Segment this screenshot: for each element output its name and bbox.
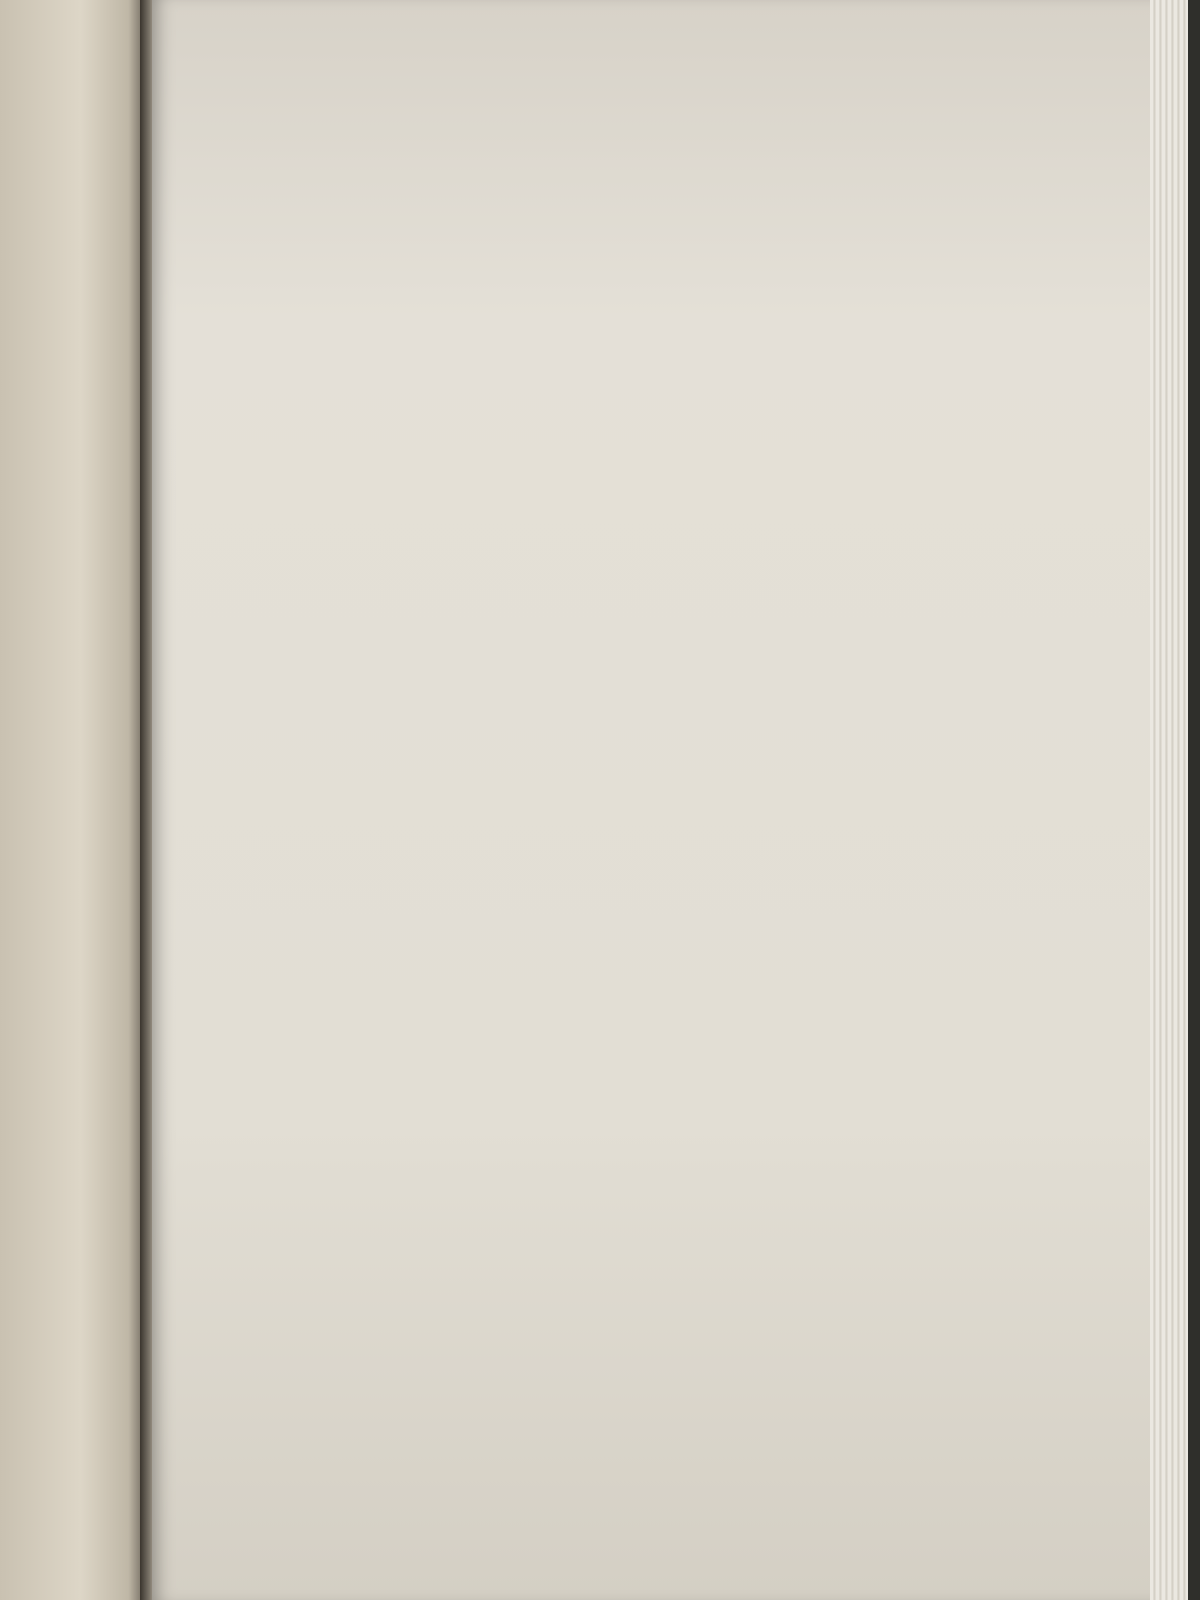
left-page xyxy=(0,0,146,1600)
background-edge xyxy=(1188,0,1200,1600)
right-page xyxy=(152,0,1152,1600)
